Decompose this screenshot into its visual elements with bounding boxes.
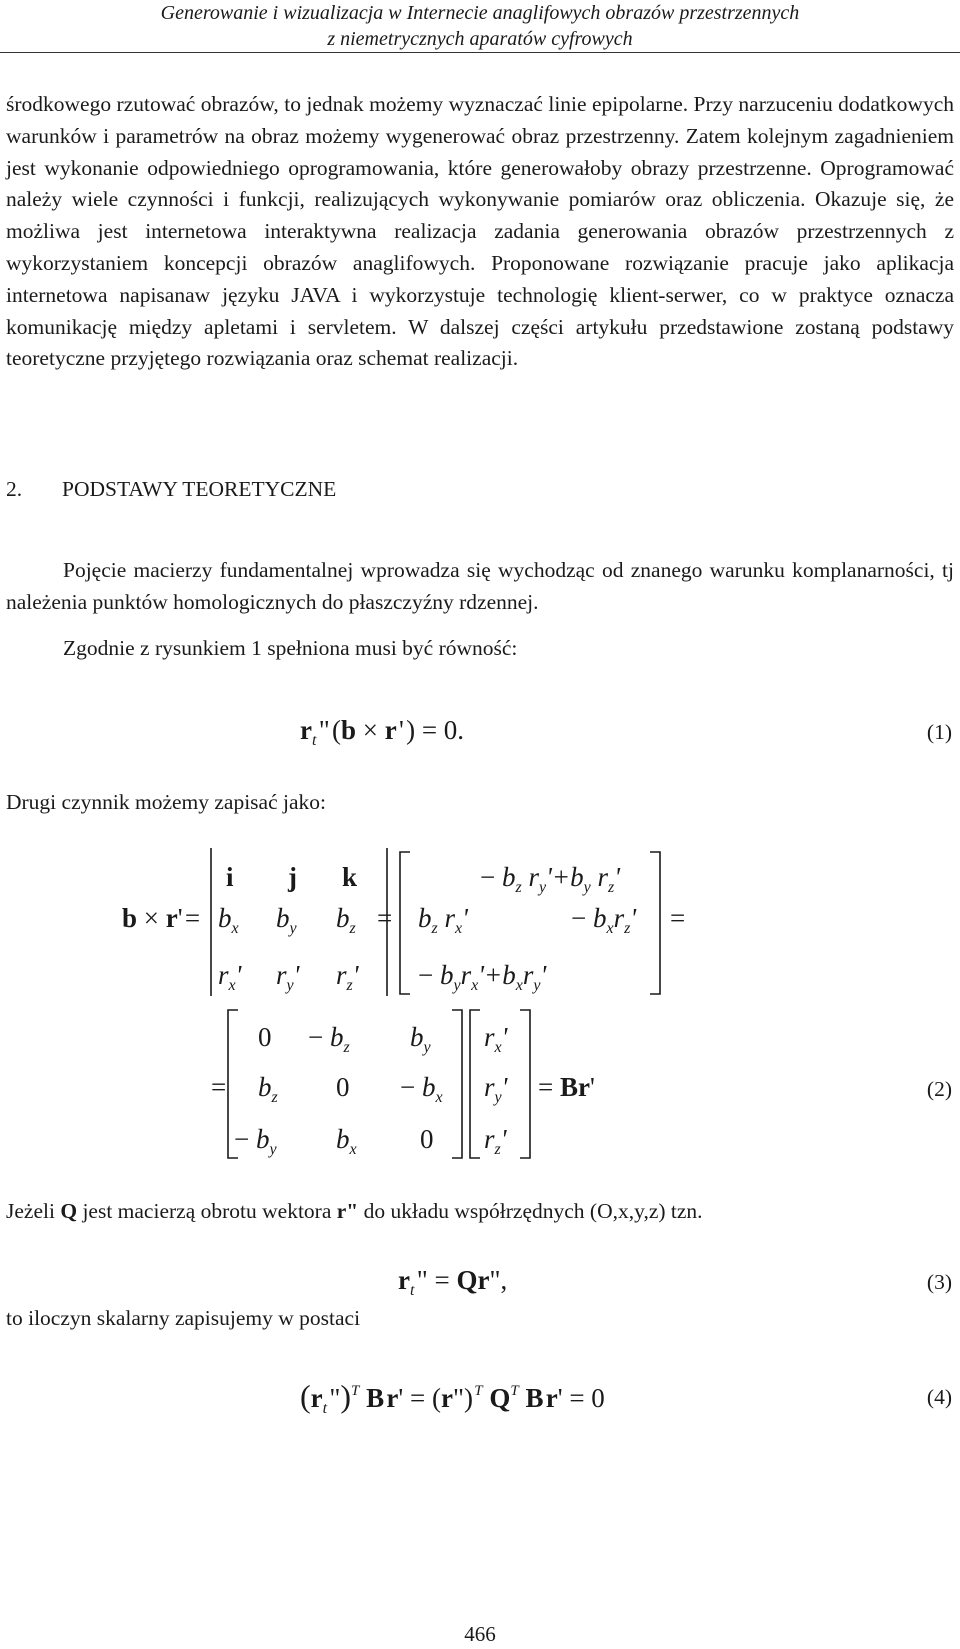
drugi-line: Drugi czynnik możemy zapisać jako:	[6, 790, 327, 814]
section-heading	[6, 477, 336, 502]
running-header	[0, 0, 960, 52]
equation-1: $r_t$ " (b × r ' ) = 0.	[300, 715, 465, 749]
equation-3: $r_t$ " = Qr",	[398, 1265, 508, 1299]
page-number: 466	[464, 1622, 496, 1646]
iloczyn-line: to iloczyn skalarny zapisujemy w postaci	[6, 1306, 361, 1330]
section-number: 2.	[6, 477, 23, 501]
document-page: Generowanie i wizualizacja w Internecie anaglifowych obrazów przestrzennych z niemetrycznych aparatów cyfrowych środkowego rzutować obrazów, to jednak możemy wyznaczać linie epipolarne. Przy narzuceniu dodatkowych warunków i parametrów na obraz możemy wygenerować obraz przestrzenny. Zatem kolejnym zagadnieniem jest wykonanie odpowiedniego oprogramowania, które generowałoby obrazy przestrzenne. Oprogramować należy wiele czynności i funkcji, realizujących wykonywanie pomiarów oraz obliczenia. Okazuje się, że możliwa jest internetowa interaktywna realizacja zadania generowania obrazów przestrzennych z wykorzystaniem koncepcji obrazów anaglifowych. Proponowane rozwiązanie pracuje jako aplikacja internetowa napisanaw języku JAVA i wykorzystuje technologię klient-serwer, co w praktyce oznacza komunikację między apletami i servletem. W dalszej części artykułu przedstawione zostaną podstawy teoretyczne przyjętego rozwiązania oraz schemat realizacji. 2. PODSTAWY TEORETYCZNE Pojęcie macierzy fundamentalnej wprowadza się wychodząc od znanego warunku komplanarności, tj należenia punktów homologicznych do płaszczyźny rdzennej. Zgodnie z rysunkiem 1 spełniona musi być równość: $r_t$ " (b × r ' ) = 0. (1) Drugi czynnik możemy zapisać jako: b × r' = i j k $b_x$ $b_y$ $b_z$ $r_x'$ $r_y'$ $r_z'$ = − $b_z$ $r_y'+b_y$ $r_z'$ $b_z$ $r_x'$ − $b_xr_z'$ − $b_yr_x'+b_xr_y'$ = = 0 − $b_z$ $b_y$ $b_z$ 0 − $b_x$ − $b_y$ $b_x$ 0 $r_x'$ $r_y'$ $r_z'$ = Br' (2) Jeżeli Q jest macierzą obrotu wektora r" do układu współrzędnych (O,x,y,z) tzn. $r_t$ " = Qr", (3) to iloczyn skalarny zapisujemy w postaci ($r_t$ ")$^T$ B r' = (r") $^T$ $Q^T$ B r' = 0 (4) 466	[0, 0, 960, 1649]
header-rule	[0, 52, 960, 53]
section-title: PODSTAWY TEORETYCZNE	[62, 477, 337, 501]
zgodnie-line: Zgodnie z rysunkiem 1 spełniona musi być równość:	[63, 636, 518, 660]
equation-3-number: (3)	[926, 1270, 952, 1294]
equation-4: ($r_t$ ")$^T$ B r' = (r") $^T$ $Q^T$ B r' = 0	[300, 1378, 605, 1417]
equation-2-number: (2)	[926, 1077, 952, 1101]
fundamental-paragraph: Pojęcie macierzy fundamentalnej wprowadza się wychodząc od znanego warunku komplanarności, tj należenia punktów homologicznych do płaszczyźny rdzennej.	[6, 558, 954, 614]
equation-4-number: (4)	[926, 1385, 952, 1409]
intro-paragraph: środkowego rzutować obrazów, to jednak możemy wyznaczać linie epipolarne. Przy narzuceniu dodatkowych warunków i parametrów na obraz możemy wygenerować obraz przestrzenny. Zatem kolejnym zagadnieniem jest wykonanie odpowiedniego oprogramowania, które generowałoby obrazy przestrzenne. Oprogramować należy wiele czynności i funkcji, realizujących wykonywanie pomiarów oraz obliczenia. Okazuje się, że możliwa jest internetowa interaktywna realizacja zadania generowania obrazów przestrzennych z wykorzystaniem koncepcji obrazów anaglifowych. Proponowane rozwiązanie pracuje jako aplikacja internetowa napisanaw języku JAVA i wykorzystuje technologię klient-serwer, co w praktyce oznacza komunikację między apletami i servletem. W dalszej części artykułu przedstawione zostaną podstawy teoretyczne przyjętego rozwiązania oraz schemat realizacji.	[6, 92, 954, 371]
running-header-line-2: z niemetrycznych aparatów cyfrowych	[327, 28, 633, 50]
jezeli-line: Jeżeli Q jest macierzą obrotu wektora r" do układu współrzędnych (O,x,y,z) tzn.	[6, 1199, 703, 1223]
matrix-Q: Q	[60, 1199, 78, 1223]
running-header-line-1: Generowanie i wizualizacja w Internecie anaglifowych obrazów przestrzennych	[160, 2, 800, 24]
vector-r: r"	[336, 1199, 359, 1223]
equation-1-number: (1)	[926, 720, 952, 744]
